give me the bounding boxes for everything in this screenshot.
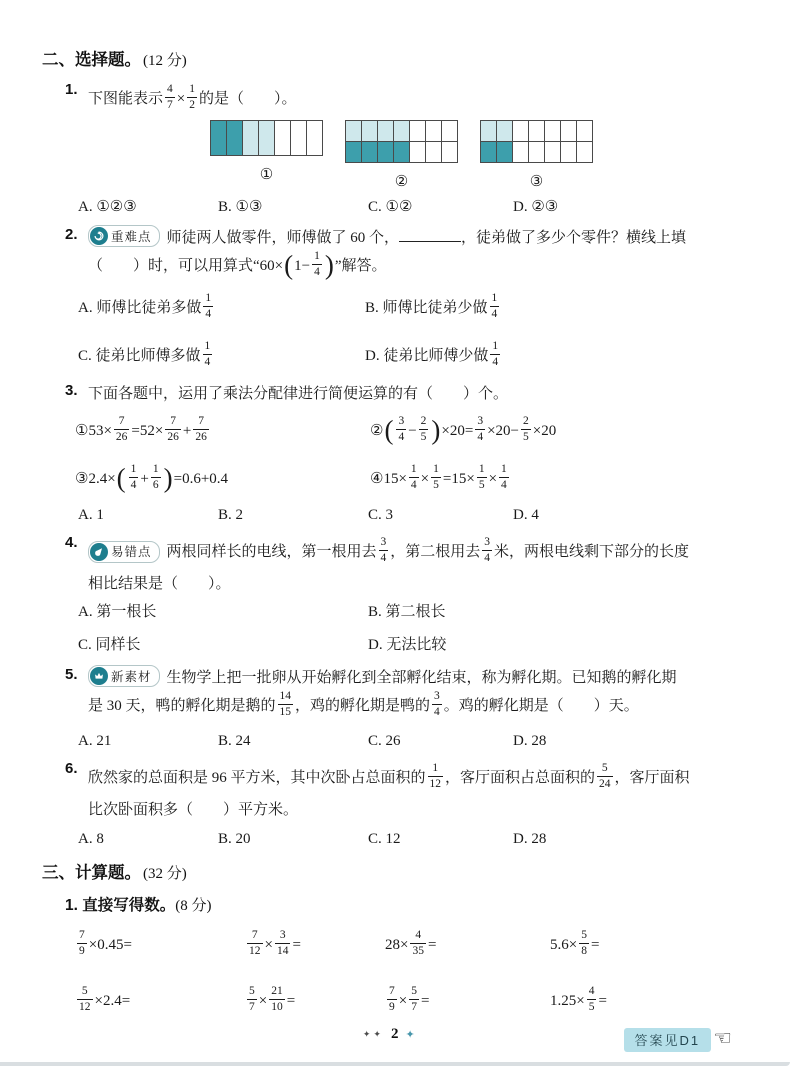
option-b: B. 师傅比徒弟少做 $\frac{1}{4}$	[365, 291, 498, 321]
section-points: (12 分)	[143, 53, 187, 69]
option-d: D. 28	[513, 733, 547, 749]
section-calc-header	[42, 859, 754, 883]
item-1: ①53× $\frac{7}{26}$ =52× $\frac{7}{26}$ + $\frac{7}{26}$	[75, 414, 207, 444]
option-c: C. 26	[368, 733, 401, 749]
section-title: 三、计算题。	[42, 864, 141, 882]
fraction-diagram-1	[210, 120, 323, 191]
question-2	[65, 225, 754, 375]
calc-problem-6: $\frac{5}{7}$ × $\frac{21}{10}$ =	[249, 984, 296, 1014]
question-3-options	[78, 503, 754, 527]
star-icon: ✦	[405, 1029, 415, 1041]
question-1-number: 1.	[65, 81, 78, 98]
error-prone-badge	[88, 541, 160, 563]
question-2-number: 2.	[65, 226, 78, 243]
badge-label: 新素材	[111, 670, 152, 684]
calc-problem-5: $\frac{5}{12}$ ×2.4=	[79, 984, 131, 1014]
question-2-stem-line1	[88, 225, 754, 247]
pen-nib-icon	[90, 543, 108, 561]
stem-text: 师徒两人做零件，师傅做了 60 个， ，徒弟做了多少个零件？横线上填	[167, 226, 687, 247]
calculation-problems	[75, 923, 754, 1023]
badge-label: 易错点	[111, 545, 152, 559]
page-number: 2	[390, 1026, 399, 1042]
question-4-stem-line2: 相比结果是（ ）。	[88, 576, 231, 592]
option-d: D. 28	[513, 831, 547, 847]
question-5-number: 5.	[65, 666, 78, 683]
calc-problem-2: $\frac{7}{12}$ × $\frac{3}{14}$ =	[249, 928, 301, 958]
question-4-options	[78, 599, 754, 659]
option-a: A. ①②③	[78, 199, 137, 215]
diagram-3-label: ③	[529, 174, 544, 190]
key-difficult-point-badge	[88, 225, 160, 247]
spiral-icon	[90, 227, 108, 245]
fraction-grid-2	[345, 120, 458, 163]
calc-problem-3: 28× $\frac{4}{35}$ =	[385, 928, 437, 958]
question-1	[65, 80, 754, 219]
fraction-grid-3	[480, 120, 593, 163]
question-5-stem-line1	[88, 665, 754, 687]
question-1-diagrams	[210, 120, 754, 191]
page-footer	[0, 1026, 790, 1052]
question-6-stem-line2: 比次卧面积多（ ）平方米。	[88, 802, 299, 818]
question-1-options	[78, 195, 754, 219]
option-b: B. 2	[218, 507, 244, 523]
item-3: ③2.4×( $\frac{1}{4}$ + $\frac{1}{6}$ )=0.6+0.4	[75, 462, 229, 493]
question-3-stem: 下面各题中，运用了乘法分配律进行简便运算的有（ ）个。	[88, 386, 509, 402]
question-2-stem-line2: （ ）时，可以用算式“60×(1− $\frac{1}{4}$ )”解答。	[88, 249, 387, 280]
question-5-options	[78, 729, 754, 753]
new-material-badge	[88, 665, 160, 687]
option-d: D. 4	[513, 507, 539, 523]
diagram-1-label: ①	[259, 167, 274, 183]
calc-problem-8: 1.25× $\frac{4}{5}$ =	[550, 984, 607, 1014]
question-6-options	[78, 827, 754, 851]
subsection-points: (8 分)	[175, 898, 212, 914]
question-1-stem: 下图能表示 $\frac{4}{7}$ × $\frac{1}{2}$ 的是（ ）。	[88, 82, 297, 112]
option-a: A. 8	[78, 831, 104, 847]
question-4	[65, 533, 754, 659]
option-d: D. ②③	[513, 199, 559, 215]
option-c: C. 3	[368, 507, 394, 523]
page-number-block	[363, 1026, 415, 1043]
diagram-2-label: ②	[394, 174, 409, 190]
option-a: A. 师傅比徒弟多做 $\frac{1}{4}$	[78, 291, 212, 321]
option-b: B. 第二根长	[368, 604, 446, 620]
fraction-grid-1	[210, 120, 323, 156]
option-c: C. 12	[368, 831, 401, 847]
option-d: D. 徒弟比师傅少做 $\frac{1}{4}$	[365, 339, 499, 369]
star-icon: ✦✦	[362, 1029, 384, 1039]
fraction-diagram-3	[480, 120, 593, 191]
calc-problem-1: $\frac{7}{9}$ ×0.45=	[79, 928, 132, 958]
subsection-title: 1. 直接写得数。	[65, 897, 176, 914]
option-b: B. 20	[218, 831, 251, 847]
item-4: ④15× $\frac{1}{4}$ × $\frac{1}{5}$ =15× $\frac{1}{5}$ × $\frac{1}{4}$	[370, 462, 507, 492]
question-3-items	[75, 411, 754, 499]
section-points: (32 分)	[143, 866, 187, 882]
stem-text: 生物学上把一批卵从开始孵化到全部孵化结束，称为孵化期。已知鹅的孵化期	[166, 669, 677, 686]
question-6-number: 6.	[65, 760, 78, 777]
option-b: B. ①③	[218, 199, 263, 215]
answer-chip: 答案见D1	[624, 1028, 712, 1052]
question-6	[65, 759, 754, 851]
option-a: A. 1	[78, 507, 104, 523]
option-c: C. 同样长	[78, 637, 141, 653]
option-c: C. ①②	[368, 199, 413, 215]
item-2: ②( $\frac{3}{4}$ − $\frac{2}{5}$ )×20= $\frac{3}{4}$ ×20− $\frac{2}{5}$ ×20	[370, 414, 557, 445]
calc-problem-4: 5.6× $\frac{5}{8}$ =	[550, 928, 600, 958]
crown-icon	[90, 667, 108, 685]
option-a: A. 21	[78, 733, 112, 749]
section-choice-header	[42, 46, 754, 70]
fraction-diagram-2	[345, 120, 458, 191]
badge-label: 重难点	[111, 230, 152, 244]
option-a: A. 第一根长	[78, 604, 157, 620]
question-2-options	[78, 289, 754, 375]
calc-problem-7: $\frac{7}{9}$ × $\frac{5}{7}$ =	[389, 984, 430, 1014]
option-b: B. 24	[218, 733, 251, 749]
stem-text: 两根同样长的电线，第一根用去 $\frac{3}{4}$ ，第二根用去 $\frac{3}{4}$ 米，两根电线剩下部分的长度	[166, 535, 690, 565]
answer-reference	[624, 1027, 732, 1052]
pointing-hand-icon: ☜	[713, 1026, 732, 1050]
question-5	[65, 665, 754, 753]
question-4-stem-line1	[88, 533, 754, 571]
question-4-number: 4.	[65, 534, 78, 551]
question-3-number: 3.	[65, 382, 78, 399]
question-6-stem-line1: 欣然家的总面积是 96 平方米，其中次卧占总面积的 $\frac{1}{12}$ ，客厅面积占总面积的 $\frac{5}{24}$ ，客厅面积	[88, 761, 690, 791]
option-c: C. 徒弟比师傅多做 $\frac{1}{4}$	[78, 339, 211, 369]
option-d: D. 无法比较	[368, 637, 447, 653]
question-3	[65, 381, 754, 527]
section-title: 二、选择题。	[42, 51, 141, 69]
question-5-stem-line2: 是 30 天，鸭的孵化期是鹅的 $\frac{14}{15}$ ，鸡的孵化期是鸭的 $\frac{3}{4}$ 。鸡的孵化期是（ ）天。	[88, 689, 639, 719]
calc-subsection-header	[65, 893, 754, 915]
